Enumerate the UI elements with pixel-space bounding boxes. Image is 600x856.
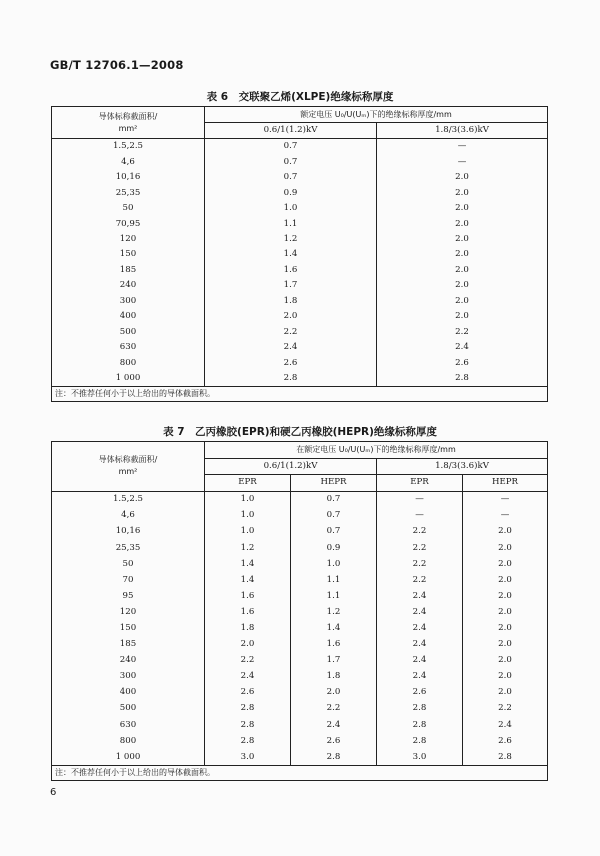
table-row	[52, 733, 548, 749]
table-cell-value: 2.0	[463, 604, 548, 620]
table7-area-unit: mm²	[118, 467, 138, 477]
table-cell-value: 1.8	[205, 293, 377, 308]
table-cell-value: 2.8	[291, 749, 377, 766]
table-cell-area: 240	[52, 652, 205, 668]
table-row	[52, 263, 548, 278]
table-cell-value: 1.8	[205, 620, 291, 636]
table-cell-value: 2.2	[205, 652, 291, 668]
table-row	[52, 491, 548, 508]
table-row	[52, 185, 548, 200]
table-row	[52, 324, 548, 339]
table-row	[52, 216, 548, 231]
table-row	[52, 355, 548, 370]
table-cell-value: 2.2	[377, 556, 463, 572]
table7-caption: 表 7 乙丙橡胶(EPR)和硬乙丙橡胶(HEPR)绝缘标称厚度	[163, 426, 437, 438]
table-cell-area: 95	[52, 588, 205, 604]
table-cell-value: 2.0	[463, 669, 548, 685]
table6-area-header	[52, 107, 205, 139]
table-row	[52, 556, 548, 572]
table-cell-value: 1.0	[291, 556, 377, 572]
table-cell-value: —	[377, 139, 548, 155]
table-cell-value: 2.0	[463, 620, 548, 636]
table-cell-value: 2.4	[377, 652, 463, 668]
table-cell-value: 0.7	[205, 139, 377, 155]
table-cell-value: 1.4	[205, 556, 291, 572]
table-row	[52, 524, 548, 540]
table-cell-value: 2.0	[377, 185, 548, 200]
table-cell-value: 2.0	[377, 309, 548, 324]
table-cell-value: 1.7	[291, 652, 377, 668]
table-cell-value: 2.0	[463, 572, 548, 588]
table-row	[52, 170, 548, 185]
table-cell-value: 1.0	[205, 508, 291, 524]
table-row	[52, 293, 548, 308]
table-cell-area: 300	[52, 669, 205, 685]
table6-voltage-col-1: 0.6/1(1.2)kV	[205, 123, 377, 139]
table7-subcol-epr-1: EPR	[205, 475, 291, 492]
table-note: 注：不推荐任何小于以上给出的导体截面积。	[52, 766, 548, 781]
table-row	[52, 572, 548, 588]
table-row	[52, 508, 548, 524]
table-cell-value: 1.4	[205, 247, 377, 262]
table-cell-value: 2.2	[463, 701, 548, 717]
table-cell-value: 2.0	[377, 247, 548, 262]
page-number: 6	[50, 787, 57, 798]
table-cell-value: 2.6	[377, 355, 548, 370]
table-cell-value: 2.8	[205, 701, 291, 717]
table-cell-value: 2.8	[377, 701, 463, 717]
table-row	[52, 309, 548, 324]
table-cell-value: 1.6	[205, 588, 291, 604]
table6-voltage-header: 额定电压 U₀/U(Uₘ)下的绝缘标称厚度/mm	[205, 107, 548, 123]
table-cell-area: 185	[52, 636, 205, 652]
table-cell-value: 0.7	[291, 524, 377, 540]
table-cell-value: 2.6	[205, 685, 291, 701]
table-cell-area: 4,6	[52, 508, 205, 524]
table7-subcol-hepr-1: HEPR	[291, 475, 377, 492]
table-cell-value: 1.4	[205, 572, 291, 588]
table-cell-area: 25,35	[52, 185, 205, 200]
table-cell-area: 630	[52, 717, 205, 733]
table-cell-value: 2.0	[377, 263, 548, 278]
table-cell-value: 2.4	[377, 669, 463, 685]
table-cell-value: 0.7	[291, 508, 377, 524]
table-cell-value: 0.7	[291, 491, 377, 508]
table-cell-value: 2.0	[377, 170, 548, 185]
table-cell-value: 3.0	[205, 749, 291, 766]
table6-caption: 表 6 交联聚乙烯(XLPE)绝缘标称厚度	[206, 91, 394, 103]
table-cell-value: 2.6	[377, 685, 463, 701]
table-cell-value: 2.0	[463, 540, 548, 556]
table-cell-value: 1.0	[205, 201, 377, 216]
table-cell-value: —	[463, 491, 548, 508]
table-cell-value: 0.9	[205, 185, 377, 200]
table-cell-value: 2.4	[205, 340, 377, 355]
table-cell-value: 3.0	[377, 749, 463, 766]
table-cell-value: 2.8	[377, 733, 463, 749]
table-cell-value: 1.6	[291, 636, 377, 652]
table-cell-area: 120	[52, 232, 205, 247]
table-cell-area: 240	[52, 278, 205, 293]
table-cell-area: 120	[52, 604, 205, 620]
table-cell-value: 1.1	[291, 588, 377, 604]
table-cell-area: 1 000	[52, 749, 205, 766]
table-cell-value: 2.2	[377, 524, 463, 540]
table-cell-value: 2.8	[205, 717, 291, 733]
table-cell-value: 2.0	[377, 216, 548, 231]
table-cell-value: 2.0	[291, 685, 377, 701]
table-cell-area: 4,6	[52, 154, 205, 169]
table-cell-area: 500	[52, 324, 205, 339]
table-cell-value: 2.8	[377, 717, 463, 733]
table-cell-value: 1.0	[205, 491, 291, 508]
table-row	[52, 652, 548, 668]
table-cell-area: 150	[52, 620, 205, 636]
table7-area-header	[52, 442, 205, 492]
table-cell-value: 1.1	[291, 572, 377, 588]
table-row	[52, 588, 548, 604]
table-cell-area: 50	[52, 201, 205, 216]
table-cell-area: 50	[52, 556, 205, 572]
table-cell-value: 1.6	[205, 263, 377, 278]
table-cell-area: 1.5,2.5	[52, 491, 205, 508]
table-cell-area: 1 000	[52, 371, 205, 387]
table-cell-value: 2.4	[377, 340, 548, 355]
table-cell-value: 2.0	[377, 232, 548, 247]
table-cell-area: 1.5,2.5	[52, 139, 205, 155]
table-cell-value: 2.0	[463, 556, 548, 572]
table-cell-value: 2.4	[205, 669, 291, 685]
table-cell-value: 2.0	[463, 685, 548, 701]
table-cell-value: 1.2	[205, 540, 291, 556]
table-cell-value: 2.8	[205, 733, 291, 749]
table-cell-value: 2.4	[377, 588, 463, 604]
table-cell-value: 2.6	[291, 733, 377, 749]
table-cell-value: —	[463, 508, 548, 524]
table6-area-label: 导体标称截面积/	[98, 111, 158, 121]
table-cell-area: 25,35	[52, 540, 205, 556]
table-cell-value: 2.4	[377, 604, 463, 620]
table-cell-value: 2.8	[205, 371, 377, 387]
table-row	[52, 685, 548, 701]
table-cell-value: 2.2	[377, 572, 463, 588]
table-cell-value: 2.0	[463, 524, 548, 540]
table-cell-value: 2.0	[377, 278, 548, 293]
table-cell-area: 800	[52, 355, 205, 370]
table7-area-label: 导体标称截面积/	[98, 455, 158, 465]
table-row	[52, 604, 548, 620]
table-row	[52, 371, 548, 387]
table7-voltage-col-1: 0.6/1(1.2)kV	[205, 458, 377, 475]
table-row	[52, 340, 548, 355]
table-cell-area: 630	[52, 340, 205, 355]
table-cell-value: 2.2	[205, 324, 377, 339]
table-cell-value: 2.4	[291, 717, 377, 733]
table-cell-value: 1.6	[205, 604, 291, 620]
table-cell-value: 0.9	[291, 540, 377, 556]
table7-voltage-col-2: 1.8/3(3.6)kV	[377, 458, 548, 475]
table-cell-value: —	[377, 508, 463, 524]
table-row	[52, 232, 548, 247]
table-row	[52, 540, 548, 556]
table-cell-value: 0.7	[205, 154, 377, 169]
table6-voltage-col-2: 1.8/3(3.6)kV	[377, 123, 548, 139]
table-cell-value: 2.4	[463, 717, 548, 733]
table-cell-area: 70,95	[52, 216, 205, 231]
table-cell-area: 400	[52, 309, 205, 324]
table-row	[52, 636, 548, 652]
table-row	[52, 669, 548, 685]
table-cell-area: 400	[52, 685, 205, 701]
table-cell-value: 2.4	[377, 636, 463, 652]
table-row	[52, 717, 548, 733]
table-row	[52, 701, 548, 717]
table7-voltage-header: 在额定电压 U₀/U(Uₘ)下的绝缘标称厚度/mm	[205, 442, 548, 459]
table-cell-value: 1.2	[291, 604, 377, 620]
table-cell-value: 1.8	[291, 669, 377, 685]
table-cell-value: 2.0	[377, 201, 548, 216]
table-cell-value: 2.0	[205, 309, 377, 324]
table-cell-area: 150	[52, 247, 205, 262]
table-cell-area: 10,16	[52, 524, 205, 540]
table-cell-value: 1.4	[291, 620, 377, 636]
table-cell-value: 1.7	[205, 278, 377, 293]
table-cell-value: 2.8	[377, 371, 548, 387]
table-cell-value: 2.0	[463, 588, 548, 604]
table-cell-area: 300	[52, 293, 205, 308]
table-cell-value: 2.0	[377, 293, 548, 308]
table-cell-value: 2.2	[377, 324, 548, 339]
table-cell-value: 1.1	[205, 216, 377, 231]
table-cell-area: 10,16	[52, 170, 205, 185]
table-note: 注：不推荐任何小于以上给出的导体截面积。	[52, 387, 548, 402]
table-cell-value: 2.0	[463, 636, 548, 652]
table-cell-value: 2.2	[291, 701, 377, 717]
table-row	[52, 139, 548, 155]
table-cell-area: 185	[52, 263, 205, 278]
table-cell-area: 70	[52, 572, 205, 588]
table-row	[52, 749, 548, 766]
table-row	[52, 247, 548, 262]
table7-subcol-epr-2: EPR	[377, 475, 463, 492]
table-cell-value: 2.6	[463, 733, 548, 749]
table-cell-value: 2.8	[463, 749, 548, 766]
table7-subcol-hepr-2: HEPR	[463, 475, 548, 492]
table-cell-area: 800	[52, 733, 205, 749]
table-cell-value: 0.7	[205, 170, 377, 185]
table-cell-value: —	[377, 491, 463, 508]
standard-number: GB/T 12706.1—2008	[50, 58, 184, 72]
table-cell-value: 2.2	[377, 540, 463, 556]
table7	[51, 441, 548, 781]
table-cell-value: 2.0	[205, 636, 291, 652]
table-cell-value: 1.2	[205, 232, 377, 247]
table-cell-value: 2.0	[463, 652, 548, 668]
table6	[51, 106, 548, 402]
table-row	[52, 201, 548, 216]
table-cell-value: 1.0	[205, 524, 291, 540]
table-row	[52, 620, 548, 636]
table-cell-value: —	[377, 154, 548, 169]
table6-area-unit: mm²	[118, 123, 138, 133]
table-cell-value: 2.4	[377, 620, 463, 636]
table-cell-area: 500	[52, 701, 205, 717]
table-row	[52, 278, 548, 293]
table-cell-value: 2.6	[205, 355, 377, 370]
table-row	[52, 154, 548, 169]
